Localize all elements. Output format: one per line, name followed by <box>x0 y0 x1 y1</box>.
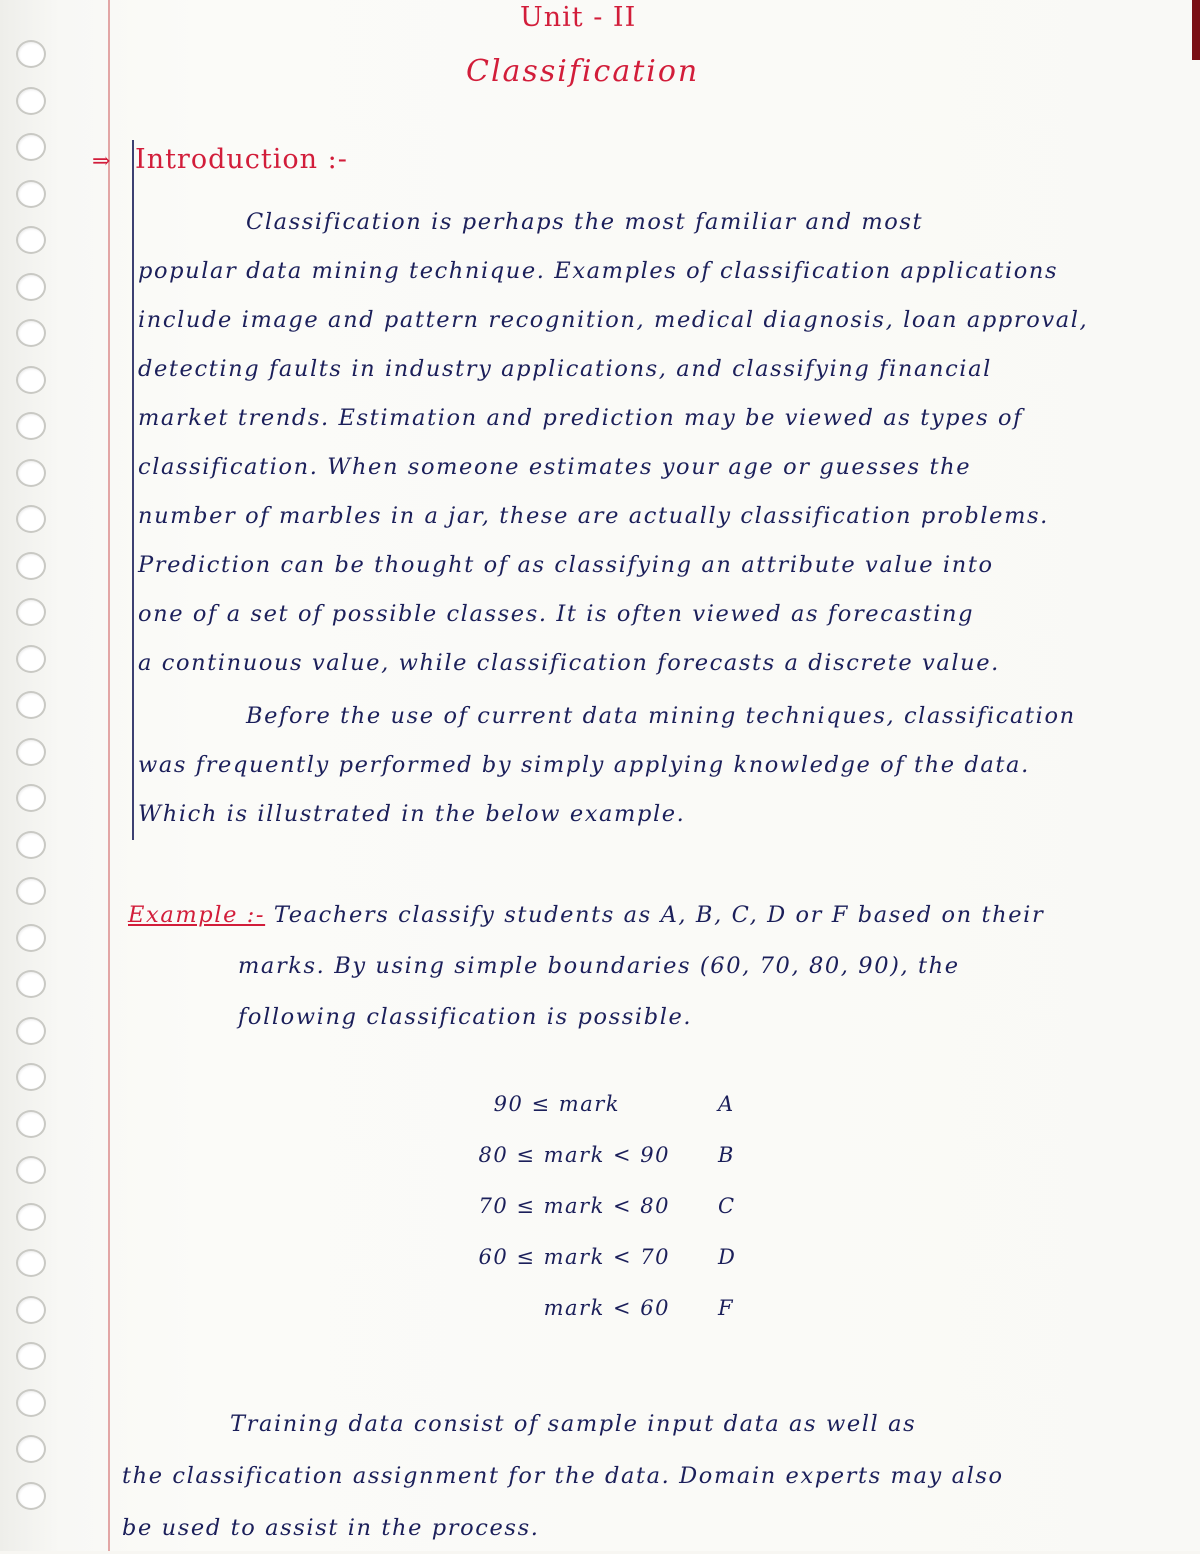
text-line: Before the use of current data mining techniques, classification <box>246 703 1076 729</box>
text-line: popular data mining technique. Examples of classification applications <box>138 258 1059 284</box>
grade-letter: B <box>718 1143 735 1167</box>
example-line <box>128 890 1138 941</box>
text-line: be used to assist in the process. <box>122 1515 540 1541</box>
binding-hole <box>16 552 46 580</box>
binding-hole <box>16 970 46 998</box>
binding-hole <box>16 1017 46 1045</box>
grade-row <box>400 1194 800 1245</box>
text-line: a continuous value, while classification forecasts a discrete value. <box>138 650 1000 676</box>
chapter-title: Classification <box>466 54 700 89</box>
binding-hole <box>16 1389 46 1417</box>
binding-hole <box>16 319 46 347</box>
binding-hole <box>16 784 46 812</box>
example-line: following classification is possible. <box>238 1004 693 1030</box>
introduction-heading <box>92 144 348 175</box>
binding-hole <box>16 1435 46 1463</box>
grade-rule: 60 ≤ mark < 70 <box>478 1245 670 1269</box>
grade-rule: 70 ≤ mark < 80 <box>478 1194 670 1218</box>
closing-paragraph <box>122 1398 1162 1554</box>
text-line: Which is illustrated in the below example. <box>138 801 686 827</box>
example-section <box>128 890 1138 1043</box>
binding-hole <box>16 738 46 766</box>
binding-hole <box>16 1156 46 1184</box>
grade-row <box>400 1245 800 1296</box>
binding-hole <box>16 87 46 115</box>
binding-hole <box>16 598 46 626</box>
spiral-binding <box>16 40 50 1540</box>
grade-rule: 90 ≤ mark <box>493 1092 620 1116</box>
binding-hole <box>16 133 46 161</box>
example-line: marks. By using simple boundaries (60, 70, 80, 90), the <box>238 953 960 979</box>
introduction-paragraph-1 <box>138 198 1148 688</box>
introduction-bar <box>132 140 134 840</box>
binding-hole <box>16 691 46 719</box>
grade-row <box>400 1092 800 1143</box>
binding-hole <box>16 645 46 673</box>
grade-letter: F <box>718 1296 735 1320</box>
text-line: the classification assignment for the data. Domain experts may also <box>122 1463 1004 1489</box>
text-line: was frequently performed by simply applying knowledge of the data. <box>138 752 1030 778</box>
unit-title: Unit - II <box>520 2 637 33</box>
binding-hole <box>16 1110 46 1138</box>
grade-rule: mark < 60 <box>543 1296 670 1320</box>
text-line: one of a set of possible classes. It is often viewed as forecasting <box>138 601 975 627</box>
introduction-paragraph-2 <box>138 692 1148 839</box>
binding-hole <box>16 459 46 487</box>
binding-hole <box>16 412 46 440</box>
binding-hole <box>16 366 46 394</box>
binding-hole <box>16 180 46 208</box>
binding-hole <box>16 1203 46 1231</box>
binding-hole <box>16 226 46 254</box>
text-line: Training data consist of sample input data as well as <box>230 1411 917 1437</box>
grade-letter: D <box>718 1245 737 1269</box>
binding-hole <box>16 877 46 905</box>
text-line: detecting faults in industry applications, and classifying financial <box>138 356 992 382</box>
margin-line <box>108 0 110 1551</box>
example-text: Teachers classify students as A, B, C, D or F based on their <box>273 902 1045 928</box>
example-label: Example :- <box>128 902 266 928</box>
binding-hole <box>16 924 46 952</box>
grade-rule: 80 ≤ mark < 90 <box>478 1143 670 1167</box>
text-line: Classification is perhaps the most familiar and most <box>246 209 924 235</box>
binding-hole <box>16 1249 46 1277</box>
binding-hole <box>16 1063 46 1091</box>
introduction-heading-text: Introduction :- <box>135 144 348 175</box>
text-line: number of marbles in a jar, these are actually classification problems. <box>138 503 1049 529</box>
text-line: market trends. Estimation and prediction may be viewed as types of <box>138 405 1024 431</box>
binding-hole <box>16 1296 46 1324</box>
binding-hole <box>16 40 46 68</box>
grade-letter: A <box>718 1092 735 1116</box>
text-line: Prediction can be thought of as classifying an attribute value into <box>138 552 994 578</box>
binding-hole <box>16 1342 46 1370</box>
grade-row <box>400 1143 800 1194</box>
text-line: classification. When someone estimates your age or guesses the <box>138 454 972 480</box>
page-edge-mark <box>1192 0 1200 60</box>
binding-hole <box>16 1482 46 1510</box>
grade-table <box>400 1092 800 1347</box>
binding-hole <box>16 505 46 533</box>
text-line: include image and pattern recognition, medical diagnosis, loan approval, <box>138 307 1089 333</box>
grade-row <box>400 1296 800 1347</box>
grade-letter: C <box>718 1194 736 1218</box>
binding-hole <box>16 273 46 301</box>
arrow-icon: ⇒ <box>92 149 112 174</box>
binding-hole <box>16 831 46 859</box>
